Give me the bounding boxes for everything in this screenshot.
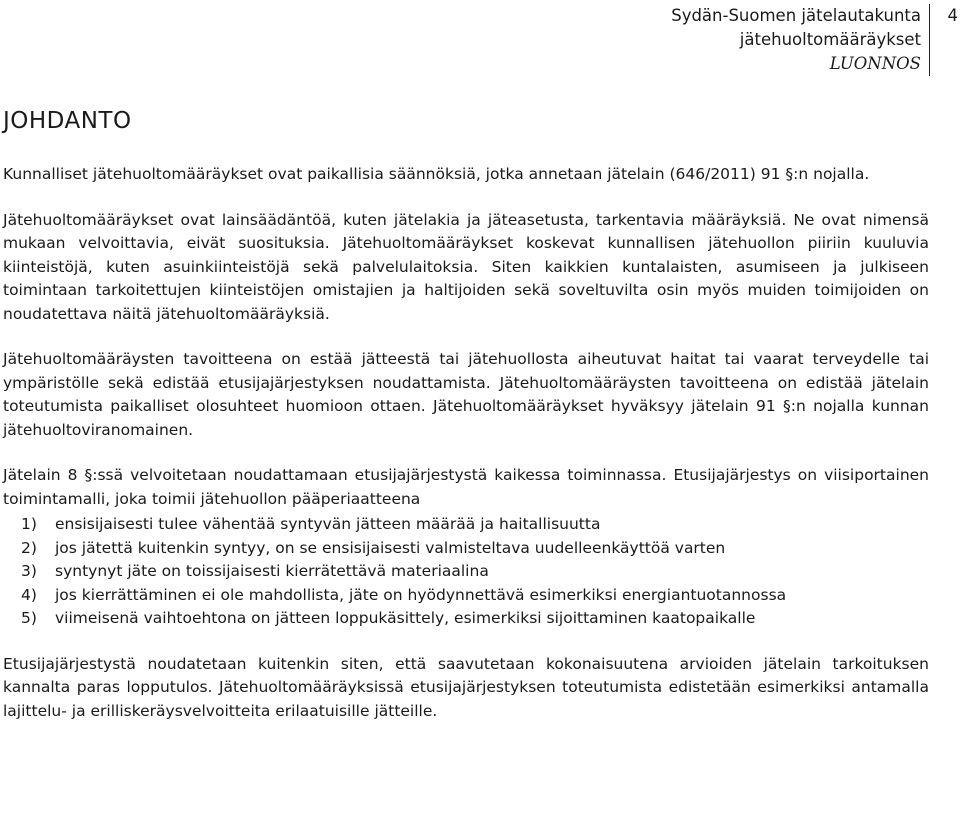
header-document-title: jätehuoltomääräykset [739, 30, 921, 49]
document-body [3, 163, 929, 745]
list-item-number: 5) [21, 609, 37, 627]
list-item-number: 1) [21, 515, 37, 533]
header-draft-status: LUONNOS [829, 54, 921, 73]
paragraph-intro: Kunnalliset jätehuoltomääräykset ovat paikallisia säännöksiä, jotka annetaan jätelain (646/2011) 91 §:n nojalla. [3, 165, 870, 183]
list-item-text: syntynyt jäte on toissijaisesti kierrätettävä materiaalina [55, 562, 489, 580]
priority-list [3, 513, 929, 631]
page-number: 4 [947, 6, 958, 25]
section-title: JOHDANTO [3, 108, 132, 134]
list-item-number: 2) [21, 538, 37, 557]
list-item-text: jos jätettä kuitenkin syntyy, on se ensisijaisesti valmisteltava uudelleenkäyttöä varten [55, 538, 726, 557]
list-item-text: ensisijaisesti tulee vähentää syntyvän jätteen määrää ja haitallisuutta [55, 515, 601, 533]
list-item-text: jos kierrättäminen ei ole mahdollista, jäte on hyödynnettävä esimerkiksi energiantuotannossa [55, 585, 787, 604]
list-item [3, 560, 929, 584]
list-item [3, 513, 929, 537]
paragraph-priority-order: Jätelain 8 §:ssä velvoitetaan noudattamaan etusijajärjestystä kaikessa toiminnassa. Etusijajärjestys on viisiportainen toimintamalli, joka toimii jätehuollon pääperiaatteena [3, 466, 929, 508]
paragraph-closing: Etusijajärjestystä noudatetaan kuitenkin siten, että saavutetaan kokonaisuutena arvioiden jätelain tarkoituksen kannalta paras lopputulos. Jätehuoltomääräyksissä etusijajärjestyksen toteutumista edistetään esimerkiksi antamalla lajittelu- ja erilliskeräysvelvoitteita erilaatuisille jätteille. [3, 654, 929, 720]
paragraph-goals: Jätehuoltomääräysten tavoitteena on estää jätteestä tai jätehuollosta aiheutuvat haitat tai vaarat terveydelle tai ympäristölle sekä edistää etusijajärjestyksen noudattamista. Jätehuoltomääräysten tavoitteena on edistää jätelain toteutumista paikalliset olosuhteet huomioon ottaen. Jätehuoltomääräykset hyväksyy jätelain 91 §:n nojalla kunnan jätehuoltoviranomainen. [3, 350, 929, 439]
page-header [671, 4, 930, 76]
list-item [3, 607, 929, 631]
header-organization: Sydän-Suomen jätelautakunta [671, 6, 921, 25]
paragraph-nature: Jätehuoltomääräykset ovat lainsäädäntöä, kuten jätelakia ja jäteasetusta, tarkentavia määräyksiä. Ne ovat nimensä mukaan velvoittavia, eivät suosituksia. Jätehuoltomääräykset koskevat kunnallisen jätehuollon piiriin kuuluvia kiinteistöjä, kuten asuinkiinteistöjä sekä palvelulaitoksia. Siten kaikkien kuntalaisten, asumiseen ja julkiseen toimintaan tarkoitettujen kiinteistöjen omistajien ja haltijoiden sekä soveltuvilta osin myös muiden toimijoiden on noudatettava näitä jätehuoltomääräyksiä. [3, 210, 929, 323]
list-item-number: 4) [21, 585, 37, 604]
list-item [3, 584, 929, 608]
list-item-number: 3) [21, 562, 37, 580]
list-item [3, 537, 929, 561]
list-item-text: viimeisenä vaihtoehtona on jätteen loppukäsittely, esimerkiksi sijoittaminen kaatopaikalle [55, 609, 756, 627]
